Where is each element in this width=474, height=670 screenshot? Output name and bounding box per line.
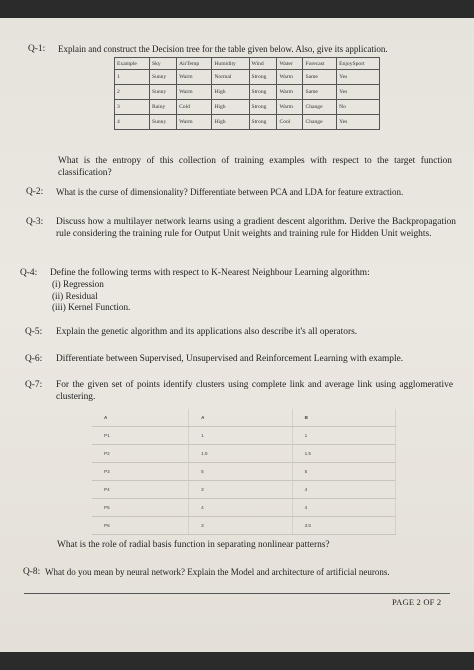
- table-cell: 4: [292, 481, 395, 499]
- table-cell: 5: [189, 463, 292, 481]
- question-text: Explain and construct the Decision tree for the table given below. Also, give its application.: [58, 44, 388, 54]
- question-1-followup: [58, 155, 452, 179]
- points-table: [92, 409, 396, 535]
- header-cell: Example: [115, 58, 150, 70]
- table-cell: Cold: [177, 100, 212, 115]
- table-cell: 4: [189, 499, 292, 517]
- header-cell: EnjoySport: [337, 58, 380, 70]
- question-text: For the given set of points identify clusters using complete link and average link using agglomerative clustering.: [56, 380, 453, 402]
- table-row: [92, 463, 396, 481]
- table-cell: Warm: [177, 70, 212, 85]
- table-cell: Same: [303, 70, 337, 85]
- table-cell: Yes: [337, 70, 380, 85]
- table-cell: Change: [303, 115, 337, 130]
- table-cell: No: [337, 100, 380, 115]
- table-row: [92, 445, 396, 463]
- table-row: [92, 427, 396, 445]
- table-cell: Warm: [277, 85, 303, 100]
- question-7-followup: [57, 539, 451, 551]
- paper-sheet: [0, 18, 474, 652]
- question-text: What is the role of radial basis function in separating nonlinear patterns?: [57, 540, 330, 550]
- table-cell: High: [212, 85, 249, 100]
- table-cell: Rainy: [149, 100, 176, 115]
- table-cell: Warm: [177, 115, 212, 130]
- table-header-row: [115, 58, 380, 70]
- table-cell: High: [212, 100, 249, 115]
- table-cell: Warm: [277, 70, 303, 85]
- table-cell: 1.5: [292, 445, 395, 463]
- table-cell: 4: [292, 499, 395, 517]
- table-cell: P3: [92, 463, 189, 481]
- table-cell: 3: [189, 481, 292, 499]
- page-number: PAGE 2 OF 2: [392, 597, 442, 607]
- table-cell: Strong: [249, 70, 277, 85]
- table-cell: Same: [303, 85, 337, 100]
- table-cell: Warm: [277, 100, 303, 115]
- table-cell: 1.5: [189, 445, 292, 463]
- table-cell: Sunny: [149, 115, 176, 130]
- table-cell: High: [212, 115, 249, 130]
- table-cell: P6: [92, 517, 189, 535]
- question-number: Q-5:: [25, 327, 43, 337]
- term-list: [52, 279, 130, 314]
- table-cell: Warm: [177, 85, 212, 100]
- table-cell: P5: [92, 499, 189, 517]
- table-cell: Sunny: [149, 85, 176, 100]
- table-cell: P1: [92, 427, 189, 445]
- table-cell: P4: [92, 481, 189, 499]
- table-header-row: [92, 409, 396, 427]
- table-cell: Sunny: [149, 70, 176, 85]
- header-cell: A: [92, 409, 189, 427]
- header-cell: A: [189, 409, 292, 427]
- header-cell: Humidity: [212, 58, 249, 70]
- training-examples-table: [114, 57, 380, 130]
- exam-page: [0, 18, 474, 652]
- table-cell: Strong: [249, 100, 277, 115]
- question-text: Discuss how a multilayer network learns using a gradient descent algorithm. Derive the Backpropagation rule considering the training rule for Output Unit weights and training rule for Hidden Unit weights.: [56, 217, 456, 239]
- table-cell: 3.5: [292, 517, 395, 535]
- table-cell: P2: [92, 445, 189, 463]
- question-number: Q-8:: [23, 567, 41, 577]
- footer-divider: [24, 593, 450, 594]
- table-row: [92, 517, 396, 535]
- table-cell: 4: [115, 115, 150, 130]
- table-cell: 3: [115, 100, 150, 115]
- question-text: Define the following terms with respect to K-Nearest Neighbour Learning algorithm:: [50, 268, 370, 278]
- question-text: Differentiate between Supervised, Unsupervised and Reinforcement Learning with example.: [56, 354, 404, 364]
- table-row: [115, 85, 380, 100]
- table-cell: 3: [189, 517, 292, 535]
- header-cell: Sky: [149, 58, 176, 70]
- table-cell: 1: [292, 427, 395, 445]
- question-text: What is the entropy of this collection of training examples with respect to the target function classification?: [58, 156, 452, 178]
- table-cell: Yes: [337, 115, 380, 130]
- question-number: Q-7:: [25, 380, 43, 390]
- question-text: Explain the genetic algorithm and its applications also describe it's all operators.: [56, 327, 358, 337]
- table-row: [115, 115, 380, 130]
- table-row: [92, 499, 396, 517]
- table-cell: 5: [292, 463, 395, 481]
- question-number: Q-2:: [26, 187, 44, 197]
- list-item: (iii) Kernel Function.: [52, 302, 131, 312]
- header-cell: AirTemp: [177, 58, 212, 70]
- question-text: What do you mean by neural network? Explain the Model and architecture of artificial neurons.: [45, 567, 390, 577]
- header-cell: B: [292, 409, 395, 427]
- table-row: [115, 70, 380, 85]
- header-cell: Water: [277, 58, 303, 70]
- table-cell: 1: [189, 427, 292, 445]
- table-cell: Cool: [277, 115, 303, 130]
- question-number: Q-4:: [20, 268, 38, 278]
- table-cell: Yes: [337, 85, 380, 100]
- question-text: What is the curse of dimensionality? Differentiate between PCA and LDA for feature extraction.: [56, 187, 404, 197]
- header-cell: Wind: [249, 58, 277, 70]
- question-number: Q-3:: [26, 217, 44, 227]
- header-cell: Forecast: [303, 58, 337, 70]
- question-number: Q-1:: [28, 44, 46, 54]
- table-cell: 1: [115, 70, 150, 85]
- table-cell: Strong: [249, 85, 277, 100]
- question-number: Q-6:: [25, 354, 43, 364]
- list-item: (i) Regression: [52, 279, 104, 289]
- table-cell: Change: [303, 100, 337, 115]
- table-cell: Strong: [249, 115, 277, 130]
- table-row: [92, 481, 396, 499]
- table-row: [115, 100, 380, 115]
- table-cell: Normal: [212, 70, 249, 85]
- list-item: (ii) Residual: [52, 290, 98, 301]
- table-cell: 2: [115, 85, 150, 100]
